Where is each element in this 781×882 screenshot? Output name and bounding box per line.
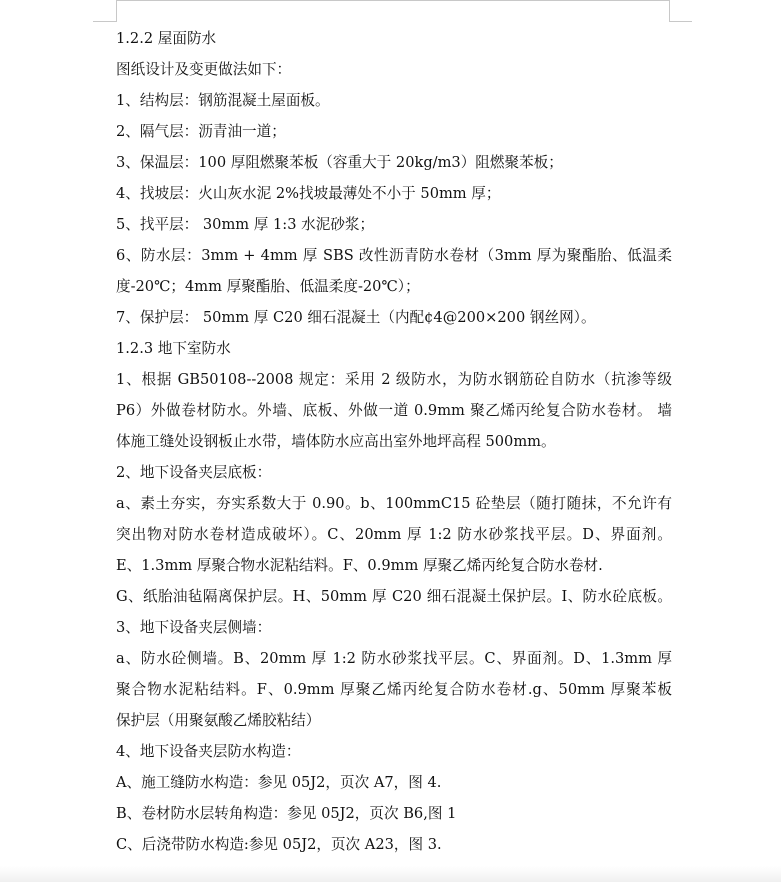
margin-corner-mark-left: [93, 21, 116, 22]
text-line: 度-20℃；4mm 厚聚酯胎、低温柔度-20℃）；: [116, 278, 420, 295]
text-line: 1.2.2 屋面防水: [116, 30, 217, 47]
text-line: 体施工缝处设钢板止水带，墙体防水应高出室外地坪高程 500mm。: [116, 433, 556, 450]
margin-corner-mark-right: [669, 21, 692, 22]
text-line: 6、防水层：3mm + 4mm 厚 SBS 改性沥青防水卷材（3mm 厚为聚酯胎、低温柔: [116, 247, 672, 264]
text-line: 3、保温层：100 厚阻燃聚苯板（容重大于 20kg/m3）阻燃聚苯板；: [116, 154, 563, 171]
text-line: B、卷材防水层转角构造：参见 05J2，页次 B6,图 1: [116, 805, 457, 822]
text-line: P6）外做卷材防水。外墙、底板、外做一道 0.9mm 聚乙烯丙纶复合防水卷材。 墙: [116, 402, 672, 419]
text-line: a、素土夯实，夯实系数大于 0.90。b、100mmC15 砼垫层（随打随抹，不允许有: [116, 495, 672, 512]
text-line: 图纸设计及变更做法如下：: [116, 61, 292, 78]
text-line: 1.2.3 地下室防水: [116, 340, 231, 357]
text-line: E、1.3mm 厚聚合物水泥粘结料。F、0.9mm 厚聚乙烯丙纶复合防水卷材.: [116, 557, 603, 574]
text-line: 1、结构层：钢筋混凝土屋面板。: [116, 92, 330, 109]
text-line: 4、地下设备夹层防水构造：: [116, 743, 301, 760]
text-line: C、后浇带防水构造:参见 05J2，页次 A23，图 3.: [116, 836, 442, 853]
text-line: G、纸胎油毡隔离保护层。H、50mm 厚 C20 细石混凝土保护层。I、防水砼底板。: [116, 588, 672, 605]
text-line: 聚合物水泥粘结料。F、0.9mm 厚聚乙烯丙纶复合防水卷材.g、50mm 厚聚苯板: [116, 681, 672, 698]
document-body: [116, 23, 672, 860]
text-line: 保护层（用聚氨酸乙烯胶粘结）: [116, 712, 321, 729]
page-left-edge: [116, 0, 117, 22]
text-line: 突出物对防水卷材造成破坏）。C、20mm 厚 1:2 防水砂浆找平层。D、界面剂。: [116, 526, 672, 543]
text-line: a、防水砼侧墙。B、20mm 厚 1:2 防水砂浆找平层。C、界面剂。D、1.3mm 厚: [116, 650, 672, 667]
text-line: 3、地下设备夹层侧墙：: [116, 619, 272, 636]
text-line: 1、根据 GB50108--2008 规定：采用 2 级防水，为防水钢筋砼自防水（抗渗等级: [116, 371, 672, 388]
text-line: 2、地下设备夹层底板：: [116, 464, 272, 481]
text-line: 4、找坡层：火山灰水泥 2%找坡最薄处不小于 50mm 厚；: [116, 185, 501, 202]
page-bottom-fade: [0, 866, 781, 882]
page-right-edge: [669, 0, 670, 22]
text-line: 5、找平层： 30mm 厚 1:3 水泥砂浆；: [116, 216, 375, 233]
text-line: A、施工缝防水构造：参见 05J2，页次 A7，图 4.: [116, 774, 442, 791]
page-top-edge: [116, 0, 669, 1]
text-line: 7、保护层： 50mm 厚 C20 细石混凝土（内配¢4@200×200 钢丝网）。: [116, 309, 596, 326]
text-line: 2、隔气层：沥青油一道；: [116, 123, 286, 140]
